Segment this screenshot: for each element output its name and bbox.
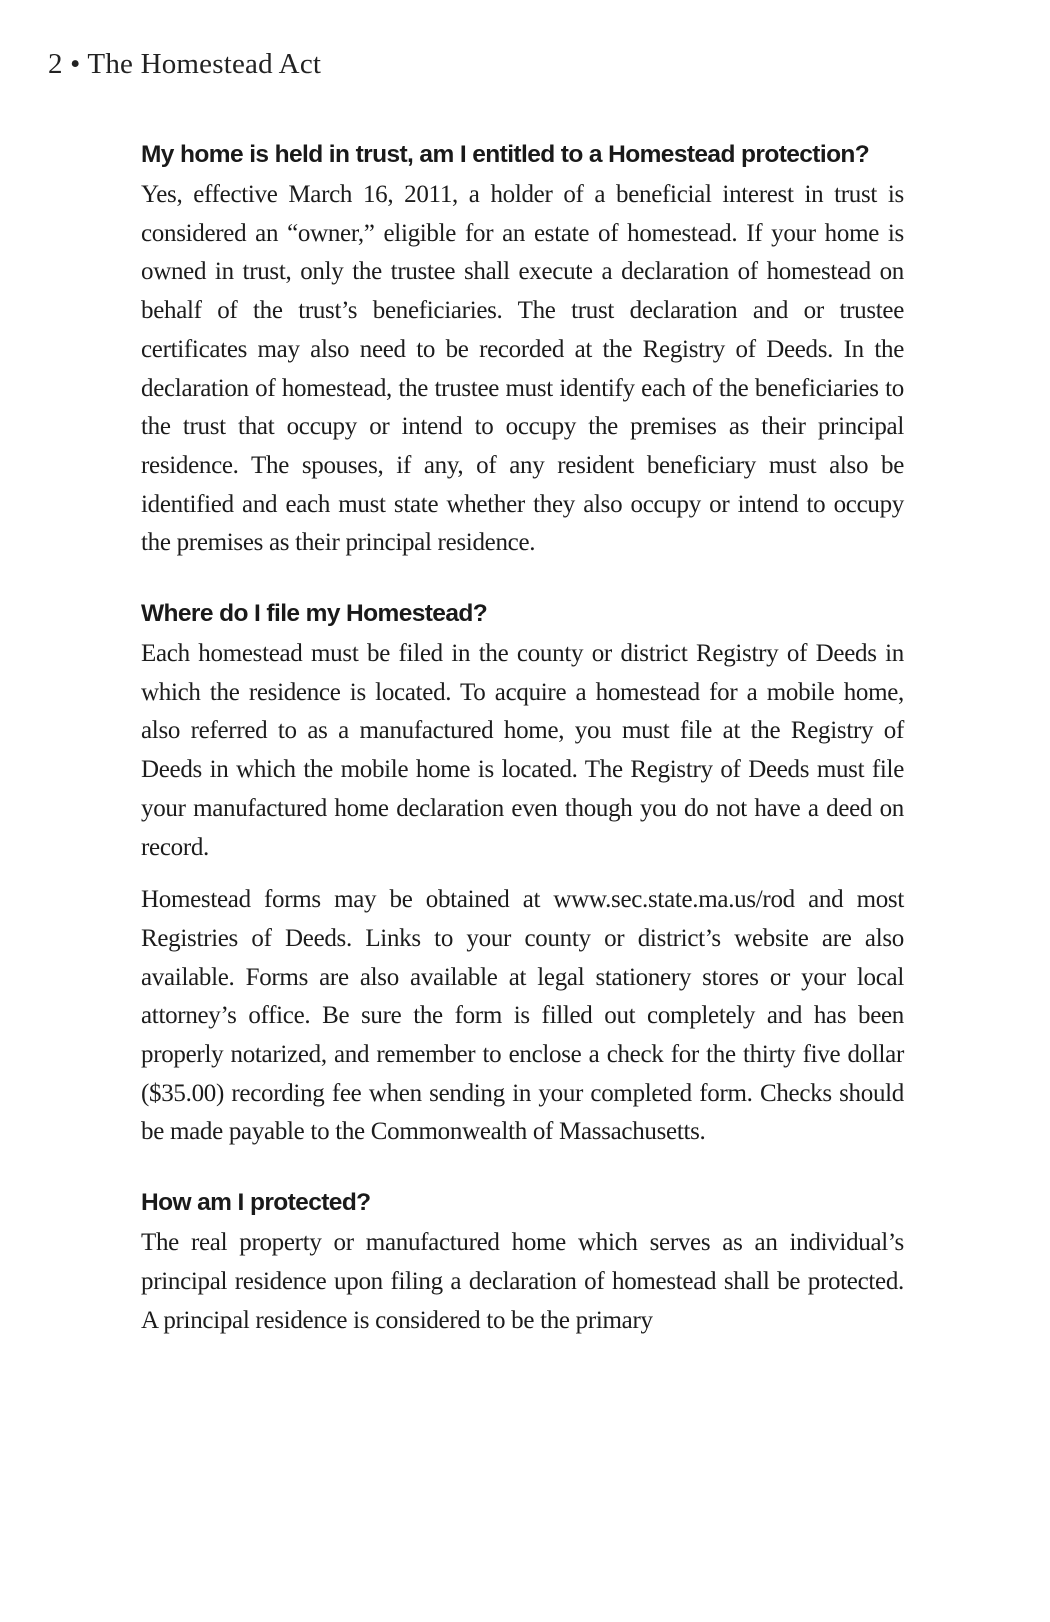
paragraph: The real property or manufactured home which serves as an individual’s principal residence upon filing a declaration of homestead shall be protected. A principal residence is considered to be the primary xyxy=(141,1229,904,1334)
section-heading: My home is held in trust, am I entitled to a Homestead protection? xyxy=(141,141,870,168)
running-header: 2 • The Homestead Act xyxy=(48,48,322,80)
section-heading: Where do I file my Homestead? xyxy=(141,600,488,628)
paragraph: Each homestead must be filed in the county or district Registry of Deeds in which the residence is located. To acquire a homestead for a mobile home, also referred to as a manufactured home, you must file at the Registry of Deeds in which the mobile home is located. The Registry of Deeds must file your manufactured home declaration even though you do not have a deed on record. xyxy=(141,640,904,861)
page-body xyxy=(141,136,904,1372)
paragraph: Yes, effective March 16, 2011, a holder of a beneficial interest in trust is considered an “owner,” eligible for an estate of homestead. If your home is owned in trust, only the trustee shall execute a declaration of homestead on behalf of the trust’s beneficiaries. The trust declaration and or trustee certificates may also need to be recorded at the Registry of Deeds. In the declaration of homestead, the trustee must identify each of the beneficiaries to the trust that occupy or intend to occupy the premises as their principal residence. The spouses, if any, of any resident beneficiary must also be identified and each must state whether they also occupy or intend to occupy the premises as their principal residence. xyxy=(141,181,904,557)
paragraph: Homestead forms may be obtained at www.sec.state.ma.us/rod and most Registries of Deeds. Links to your county or district’s website are also available. Forms are also available at legal stationery stores or your local attorney’s office. Be sure the form is filled out completely and has been properly notarized, and remember to enclose a check for the thirty five dollar ($35.00) recording fee when sending in your completed form. Checks should be made payable to the Commonwealth of Massachusetts. xyxy=(141,886,904,1146)
section-heading: How am I protected? xyxy=(141,1189,371,1217)
section-protection xyxy=(141,1184,904,1340)
section-where-to-file xyxy=(141,595,904,1152)
section-trust xyxy=(141,136,904,563)
